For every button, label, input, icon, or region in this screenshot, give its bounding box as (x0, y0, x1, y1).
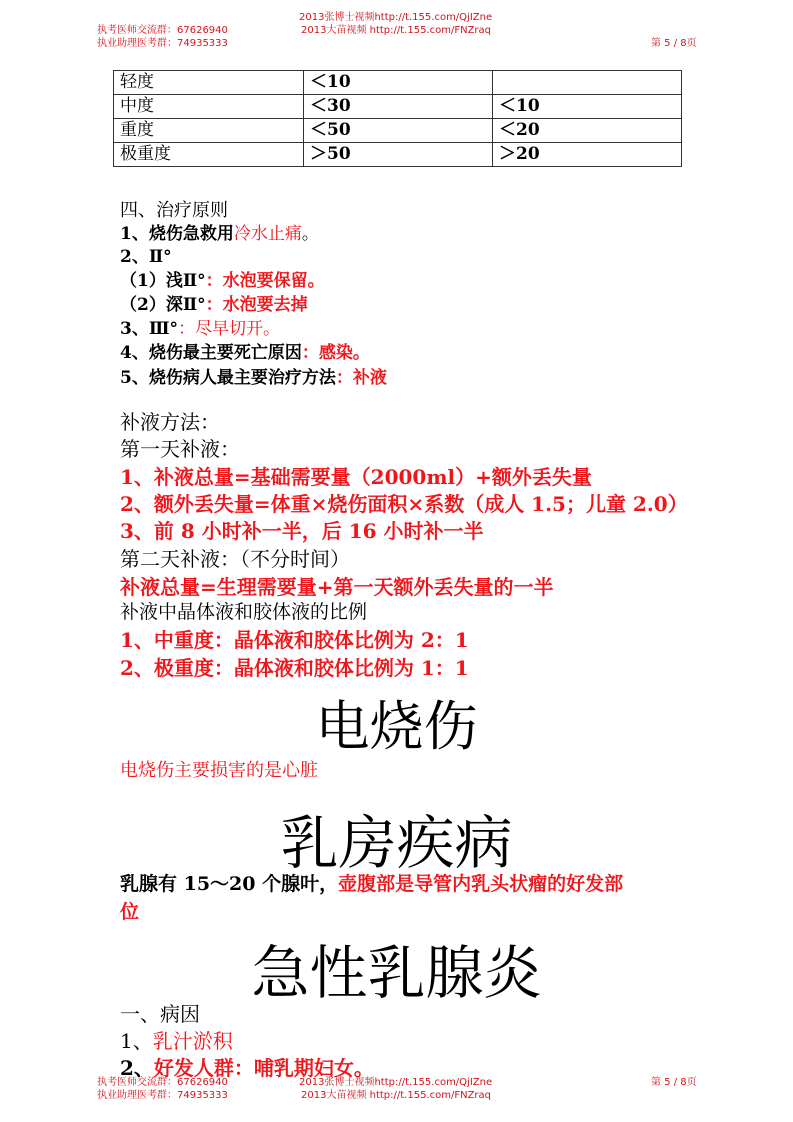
heading-breast-disease: 乳房疾病 (280, 809, 513, 877)
severity-table (113, 70, 682, 167)
header-video-link-1[interactable]: 2013张博士视频http://t.155.com/QjIZne (299, 12, 493, 23)
text-line (120, 219, 319, 244)
table-cell: 极重度 (114, 143, 304, 167)
table-cell: ＜20 (493, 119, 682, 143)
header-page-number: 第 5 / 8页 (651, 38, 697, 49)
highlighted-text: ：感染。 (301, 343, 370, 363)
table-row (114, 95, 682, 119)
highlighted-text: 电烧伤主要损害的是心脏 (120, 760, 318, 781)
header-group-left-2: 执业助理医考群：74935333 (97, 38, 228, 49)
highlighted-text: ：水泡要保留。 (205, 271, 325, 291)
text-line (120, 1025, 233, 1054)
highlighted-text: ：补液 (335, 368, 387, 388)
highlighted-text: 冷水止痛 (233, 224, 302, 244)
highlighted-text: 壶腹部是导管内乳头状瘤的好发部 (338, 873, 624, 895)
text-segment: 1、 (120, 1029, 153, 1053)
text-line (120, 543, 350, 572)
header-group-left-1: 执考医师交流群：67626940 (97, 25, 228, 36)
text-segment: 3、Ⅲ° (120, 319, 179, 339)
text-line (120, 290, 308, 315)
table-row (114, 71, 682, 95)
text-line (120, 266, 325, 291)
text-line (120, 515, 484, 544)
text-line (120, 461, 592, 490)
text-segment: 第二天补液：（不分时间） (120, 547, 350, 571)
table-cell: ＞50 (304, 143, 493, 167)
table-cell: 中度 (114, 95, 304, 119)
table-cell: ＜10 (493, 95, 682, 119)
footer-page-number: 第 5 / 8页 (651, 1077, 697, 1088)
highlighted-text: ：水泡要去掉 (205, 295, 308, 315)
text-segment: 四、治疗原则 (120, 200, 228, 221)
highlighted-text: 位 (120, 901, 140, 923)
table-cell: 轻度 (114, 71, 304, 95)
highlighted-text: 乳汁淤积 (152, 1029, 233, 1053)
highlighted-text: 好发人群：哺乳期妇女。 (153, 1056, 374, 1080)
text-line (120, 242, 172, 267)
text-segment: 2、 (120, 1056, 154, 1080)
text-line (120, 652, 469, 681)
text-line (120, 897, 139, 924)
heading-electrical-burn: 电烧伤 (315, 695, 478, 758)
table-row (114, 119, 682, 143)
text-segment: 乳腺有 15～20 个腺叶， (120, 873, 339, 895)
highlighted-text: ：尽早切开。 (178, 319, 281, 339)
highlighted-text: 2、额外丢失量=体重×烧伤面积×系数（成人 1.5；儿童 2.0） (120, 492, 688, 516)
highlighted-text: 补液总量=生理需要量+第一天额外丢失量的一半 (120, 575, 554, 599)
footer-group-left-1: 执考医师交流群：67626940 (97, 1077, 228, 1088)
text-segment: 2、Ⅱ° (120, 247, 172, 267)
text-segment: 。 (301, 224, 319, 244)
heading-acute-mastitis: 急性乳腺炎 (251, 939, 542, 1007)
text-line (120, 338, 370, 363)
text-line (120, 363, 387, 388)
text-segment: （1）浅Ⅱ° (120, 271, 206, 291)
table-cell: ＞20 (493, 143, 682, 167)
text-line (120, 406, 220, 435)
text-line (120, 488, 688, 517)
table-cell: 重度 (114, 119, 304, 143)
text-segment: 补液中晶体液和胶体液的比例 (120, 601, 368, 623)
footer-video-link-1[interactable]: 2013张博士视频http://t.155.com/QjIZne (299, 1077, 493, 1088)
text-line (120, 624, 469, 653)
table-row (114, 143, 682, 167)
highlighted-text: 1、补液总量=基础需要量（2000ml）+额外丢失量 (120, 465, 592, 489)
text-line (120, 571, 554, 600)
text-segment: 一、病因 (120, 1002, 200, 1026)
text-line (120, 433, 240, 462)
highlighted-text: 1、中重度：晶体液和胶体比例为 2：1 (120, 628, 469, 652)
table-cell: ＜10 (304, 71, 493, 95)
table-cell (493, 71, 682, 95)
text-line (120, 597, 367, 624)
text-segment: 第一天补液： (120, 437, 240, 461)
text-segment: 1、烧伤急救用 (120, 224, 234, 244)
text-segment: 5、烧伤病人最主要治疗方法 (120, 368, 336, 388)
header-video-link-2[interactable]: 2013大苗视频 http://t.155.com/FNZraq (301, 25, 492, 36)
table-cell: ＜30 (304, 95, 493, 119)
highlighted-text: 3、前 8 小时补一半，后 16 小时补一半 (120, 519, 484, 543)
footer-group-left-2: 执业助理医考群：74935333 (97, 1090, 228, 1101)
footer-video-link-2[interactable]: 2013大苗视频 http://t.155.com/FNZraq (301, 1090, 492, 1101)
text-line (120, 314, 280, 339)
table-cell: ＜50 (304, 119, 493, 143)
text-segment: （2）深Ⅱ° (120, 295, 206, 315)
text-segment: 补液方法： (120, 410, 220, 434)
highlighted-text: 2、极重度：晶体液和胶体比例为 1：1 (120, 656, 469, 680)
text-segment: 4、烧伤最主要死亡原因 (120, 343, 302, 363)
